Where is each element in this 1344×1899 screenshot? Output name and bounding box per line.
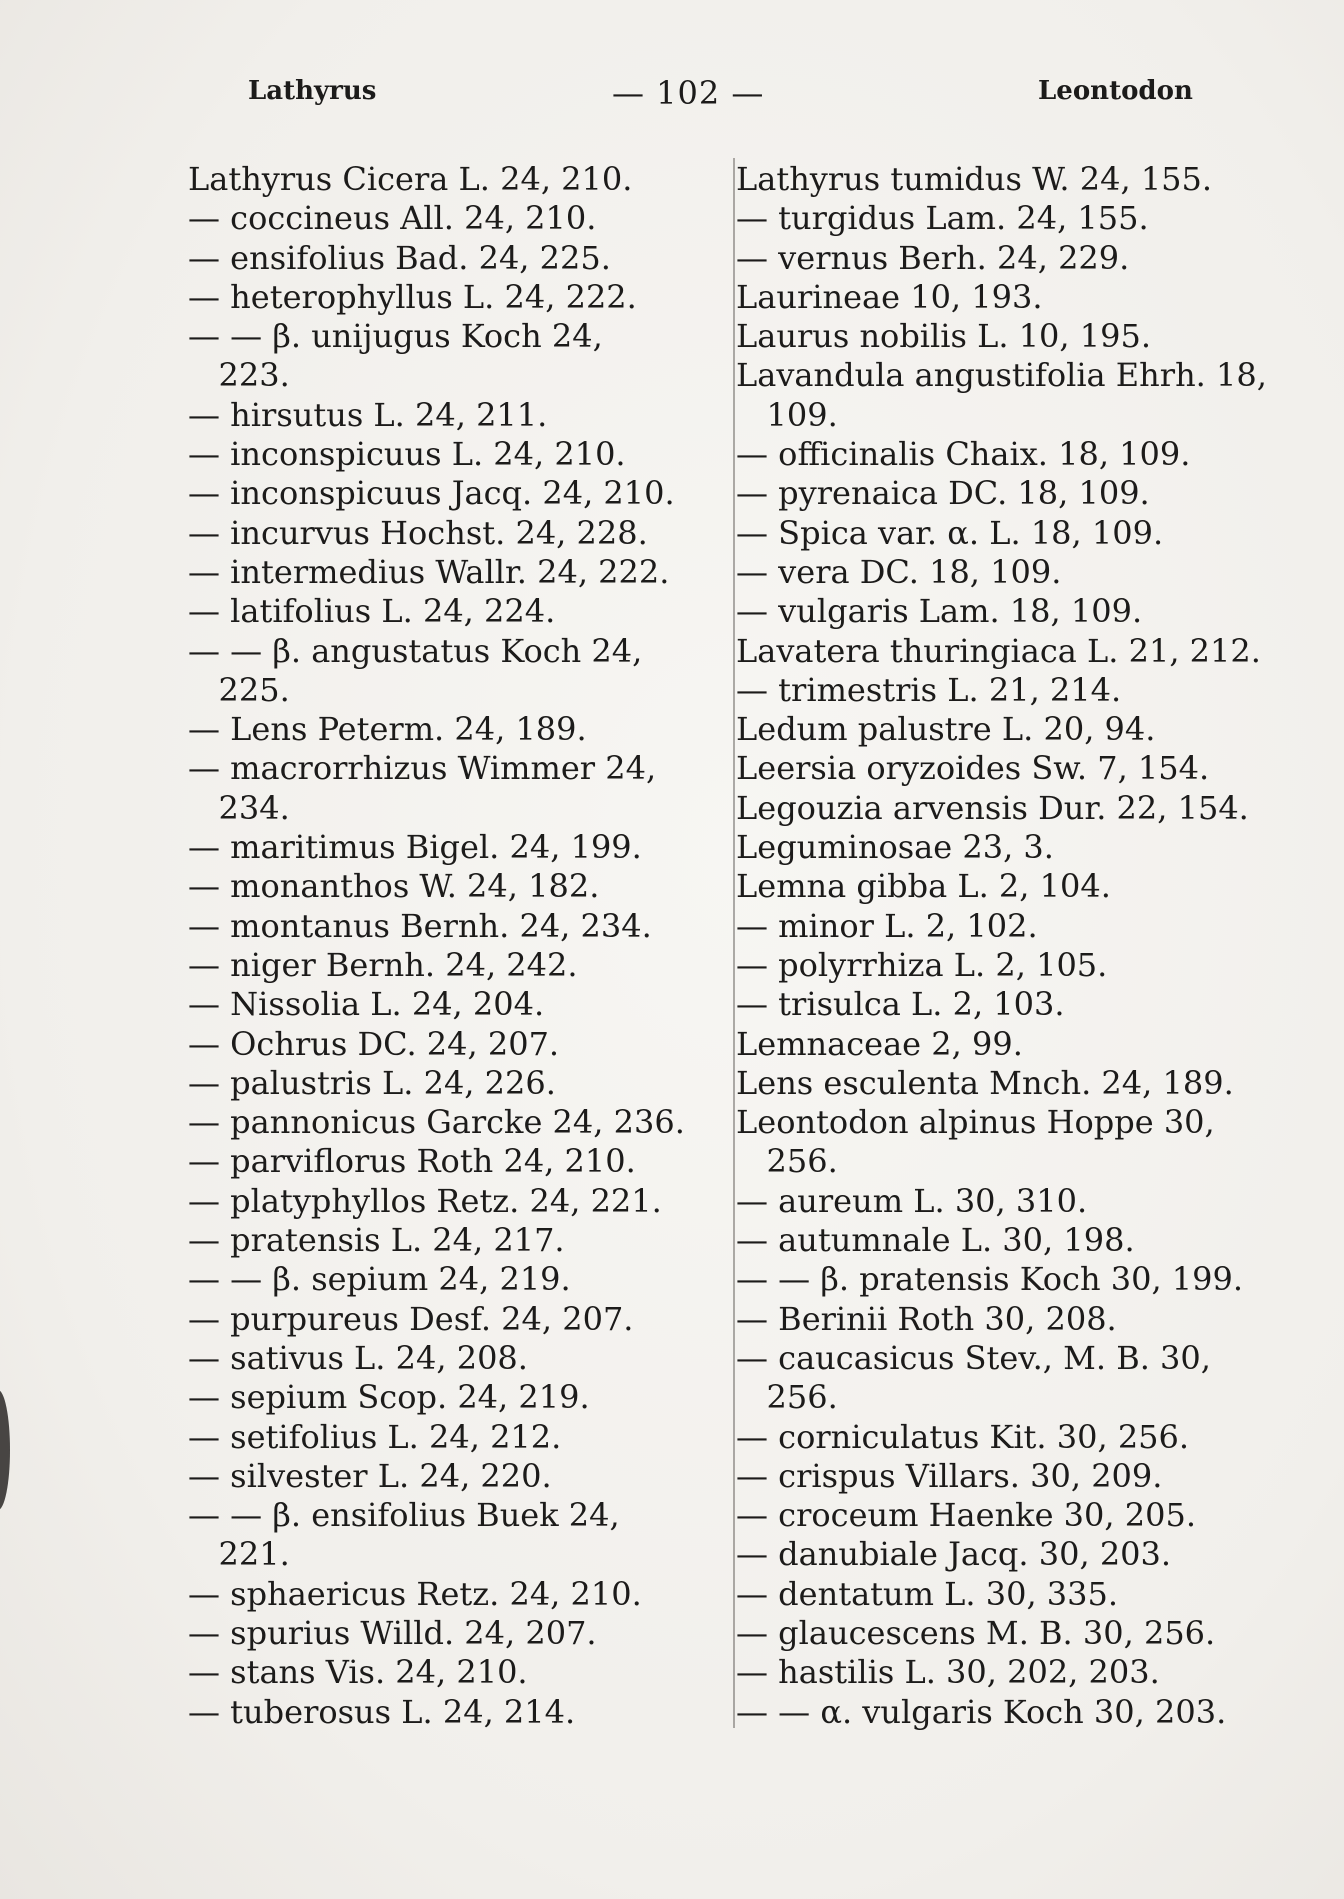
- index-entry: — croceum Haenke 30, 205.: [736, 1496, 1196, 1535]
- index-entry: — crispus Villars. 30, 209.: [736, 1456, 1163, 1495]
- index-entry: Leontodon alpinus Hoppe 30,: [736, 1103, 1215, 1142]
- index-entry: — hastilis L. 30, 202, 203.: [736, 1653, 1160, 1692]
- index-entry: — silvester L. 24, 220.: [188, 1456, 552, 1495]
- index-entry: — Ochrus DC. 24, 207.: [188, 1024, 560, 1063]
- index-entry: — pyrenaica DC. 18, 109.: [736, 474, 1150, 513]
- index-entry: — — β. angustatus Koch 24,: [188, 631, 643, 670]
- page-number: — 102 —: [612, 74, 765, 112]
- index-entry: Lathyrus tumidus W. 24, 155.: [736, 160, 1213, 198]
- index-column-right: [736, 160, 1296, 1732]
- index-entry: Lathyrus Cicera L. 24, 210.: [188, 160, 633, 198]
- index-entry: 256.: [736, 1142, 838, 1181]
- index-entry: — autumnale L. 30, 198.: [736, 1221, 1135, 1260]
- index-entry: — glaucescens M. B. 30, 256.: [736, 1613, 1216, 1652]
- header-right-keyword: Leontodon: [1038, 76, 1193, 106]
- index-entry: — vulgaris Lam. 18, 109.: [736, 592, 1143, 631]
- index-entry: — sphaericus Retz. 24, 210.: [188, 1574, 642, 1613]
- index-entry: — spurius Willd. 24, 207.: [188, 1613, 597, 1652]
- index-entry: Laurus nobilis L. 10, 195.: [736, 317, 1151, 356]
- index-entry: — inconspicuus Jacq. 24, 210.: [188, 474, 675, 513]
- index-entry: Leguminosae 23, 3.: [736, 828, 1054, 867]
- header-left-keyword: Lathyrus: [248, 76, 377, 106]
- index-entry: Laurineae 10, 193.: [736, 277, 1043, 316]
- index-entry: — purpureus Desf. 24, 207.: [188, 1299, 634, 1338]
- index-entry: 234.: [188, 788, 290, 827]
- index-entry: — turgidus Lam. 24, 155.: [736, 199, 1149, 238]
- index-entry: — monanthos W. 24, 182.: [188, 867, 600, 906]
- index-entry: Lavandula angustifolia Ehrh. 18,: [736, 356, 1267, 395]
- index-entry: — parviflorus Roth 24, 210.: [188, 1142, 636, 1181]
- index-entry: — stans Vis. 24, 210.: [188, 1653, 528, 1692]
- index-entry: — hirsutus L. 24, 211.: [188, 395, 548, 434]
- index-entry: — — β. pratensis Koch 30, 199.: [736, 1260, 1244, 1299]
- running-header: [0, 76, 1344, 116]
- index-entry: — — α. vulgaris Koch 30, 203.: [736, 1692, 1227, 1731]
- index-entry: — maritimus Bigel. 24, 199.: [188, 828, 642, 867]
- index-entry: Lemna gibba L. 2, 104.: [736, 867, 1111, 906]
- index-entry: — — β. ensifolius Buek 24,: [188, 1496, 620, 1535]
- index-entry: — Berinii Roth 30, 208.: [736, 1299, 1117, 1338]
- index-entry: — aureum L. 30, 310.: [736, 1181, 1088, 1220]
- index-entry: — Lens Peterm. 24, 189.: [188, 710, 587, 749]
- page-edge-shadow: [0, 1390, 10, 1510]
- index-entry: 223.: [188, 356, 290, 395]
- index-entry: — pannonicus Garcke 24, 236.: [188, 1103, 685, 1142]
- index-entry: Lavatera thuringiaca L. 21, 212.: [736, 631, 1261, 670]
- index-entry: — sativus L. 24, 208.: [188, 1338, 528, 1377]
- index-entry: — vernus Berh. 24, 229.: [736, 238, 1130, 277]
- index-entry: Ledum palustre L. 20, 94.: [736, 710, 1156, 749]
- index-entry: — — β. unijugus Koch 24,: [188, 317, 603, 356]
- index-entry: — Nissolia L. 24, 204.: [188, 985, 545, 1024]
- index-entry: — dentatum L. 30, 335.: [736, 1574, 1119, 1613]
- index-entry: 256.: [736, 1378, 838, 1417]
- index-entry: — vera DC. 18, 109.: [736, 552, 1062, 591]
- index-entry: — latifolius L. 24, 224.: [188, 592, 556, 631]
- index-entry: — ensifolius Bad. 24, 225.: [188, 238, 611, 277]
- index-entry: Lens esculenta Mnch. 24, 189.: [736, 1063, 1234, 1102]
- index-entry: — officinalis Chaix. 18, 109.: [736, 435, 1191, 474]
- index-entry: — setifolius L. 24, 212.: [188, 1417, 562, 1456]
- index-entry: — incurvus Hochst. 24, 228.: [188, 513, 648, 552]
- index-entry: — trimestris L. 21, 214.: [736, 670, 1122, 709]
- index-entry: — trisulca L. 2, 103.: [736, 985, 1065, 1024]
- index-entry: — polyrrhiza L. 2, 105.: [736, 945, 1108, 984]
- index-entry: — inconspicuus L. 24, 210.: [188, 435, 626, 474]
- index-entry: — macrorrhizus Wimmer 24,: [188, 749, 657, 788]
- index-entry: 221.: [188, 1535, 290, 1574]
- index-entry: — corniculatus Kit. 30, 256.: [736, 1417, 1190, 1456]
- index-entry: Lemnaceae 2, 99.: [736, 1024, 1023, 1063]
- index-entry: — caucasicus Stev., M. B. 30,: [736, 1338, 1211, 1377]
- index-entry: — palustris L. 24, 226.: [188, 1063, 556, 1102]
- index-entry: — tuberosus L. 24, 214.: [188, 1692, 576, 1731]
- index-entry: 225.: [188, 670, 290, 709]
- index-entry: — minor L. 2, 102.: [736, 906, 1038, 945]
- index-entry: — coccineus All. 24, 210.: [188, 199, 597, 238]
- index-column-left: [188, 160, 748, 1732]
- index-entry: — platyphyllos Retz. 24, 221.: [188, 1181, 662, 1220]
- index-entry: — intermedius Wallr. 24, 222.: [188, 552, 670, 591]
- index-entry: Leersia oryzoides Sw. 7, 154.: [736, 749, 1210, 788]
- index-entry: — sepium Scop. 24, 219.: [188, 1378, 590, 1417]
- index-entry: — niger Bernh. 24, 242.: [188, 945, 578, 984]
- index-entry: — danubiale Jacq. 30, 203.: [736, 1535, 1172, 1574]
- index-entry: — Spica var. α. L. 18, 109.: [736, 513, 1164, 552]
- index-entry: Legouzia arvensis Dur. 22, 154.: [736, 788, 1249, 827]
- index-entry: — — β. sepium 24, 219.: [188, 1260, 571, 1299]
- index-entry: — pratensis L. 24, 217.: [188, 1221, 565, 1260]
- index-entry: 109.: [736, 395, 838, 434]
- index-entry: — heterophyllus L. 24, 222.: [188, 277, 637, 316]
- index-entry: — montanus Bernh. 24, 234.: [188, 906, 652, 945]
